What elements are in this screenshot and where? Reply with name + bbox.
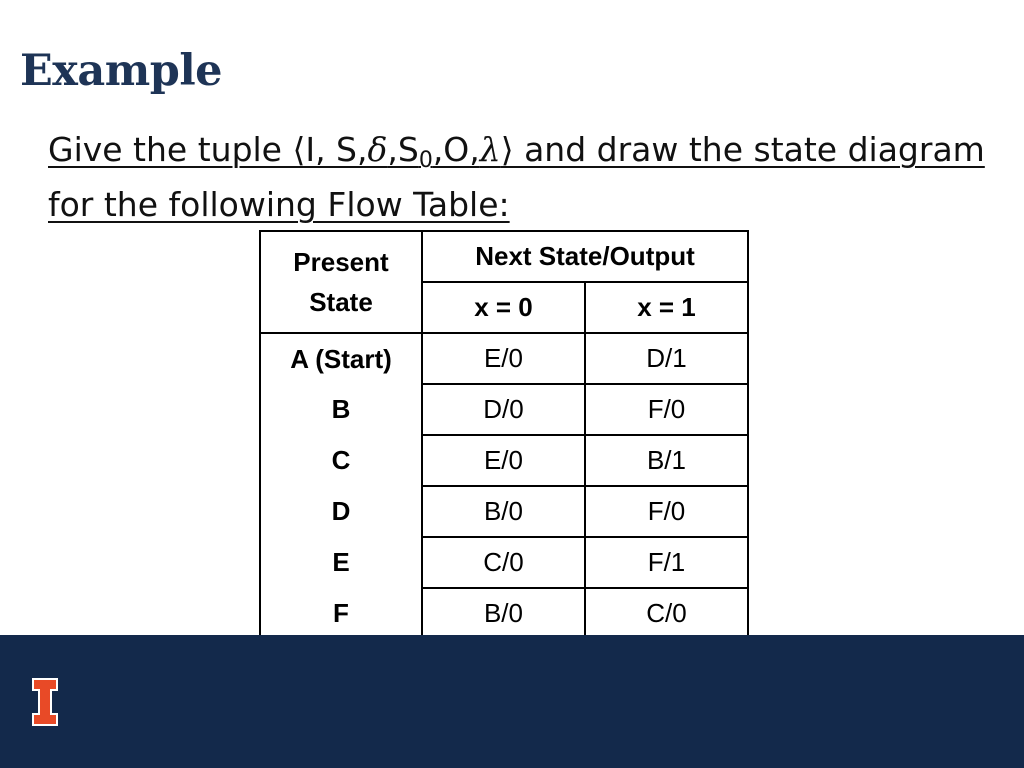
state-cell: A (Start) [260, 333, 422, 384]
present-state-header-line1: Present [293, 247, 389, 277]
prompt-text-s: ,S [387, 130, 419, 169]
state-cell: F [260, 588, 422, 639]
state-cell: E [260, 537, 422, 588]
prompt-text-o: ,O, [432, 130, 480, 169]
next-state-x0-cell: C/0 [422, 537, 585, 588]
column-header-x0: x = 0 [422, 282, 585, 333]
column-header-x1: x = 1 [585, 282, 748, 333]
present-state-header [260, 231, 422, 333]
subscript-zero: 0 [418, 148, 433, 173]
table-row [260, 333, 748, 384]
illinois-block-i-icon [32, 678, 58, 726]
table-row [260, 435, 748, 486]
table-row [260, 384, 748, 435]
next-state-x1-cell: C/0 [585, 588, 748, 639]
slide-title: Example [20, 46, 223, 96]
next-state-x0-cell: E/0 [422, 333, 585, 384]
next-state-x0-cell: B/0 [422, 588, 585, 639]
state-cell: B [260, 384, 422, 435]
prompt-text-pre: Give the tuple ⟨I, S, [48, 130, 368, 169]
footer-bar [0, 635, 1024, 768]
prompt-text-post: ⟩ and draw the state diagram for the following Flow Table: [48, 130, 985, 224]
slide-prompt-text [48, 122, 988, 232]
next-state-x1-cell: F/0 [585, 384, 748, 435]
next-state-x1-cell: F/0 [585, 486, 748, 537]
state-cell: C [260, 435, 422, 486]
present-state-header-line2: State [309, 287, 373, 317]
table-row [260, 588, 748, 639]
flow-table [259, 230, 749, 640]
next-state-x0-cell: D/0 [422, 384, 585, 435]
next-state-x1-cell: F/1 [585, 537, 748, 588]
next-state-x1-cell: D/1 [585, 333, 748, 384]
table-row [260, 486, 748, 537]
lambda-symbol: λ [479, 130, 501, 169]
delta-symbol: δ [367, 130, 388, 169]
state-cell: D [260, 486, 422, 537]
next-state-x1-cell: B/1 [585, 435, 748, 486]
table-row [260, 537, 748, 588]
next-state-x0-cell: B/0 [422, 486, 585, 537]
next-state-x0-cell: E/0 [422, 435, 585, 486]
next-state-output-header: Next State/Output [422, 231, 748, 282]
